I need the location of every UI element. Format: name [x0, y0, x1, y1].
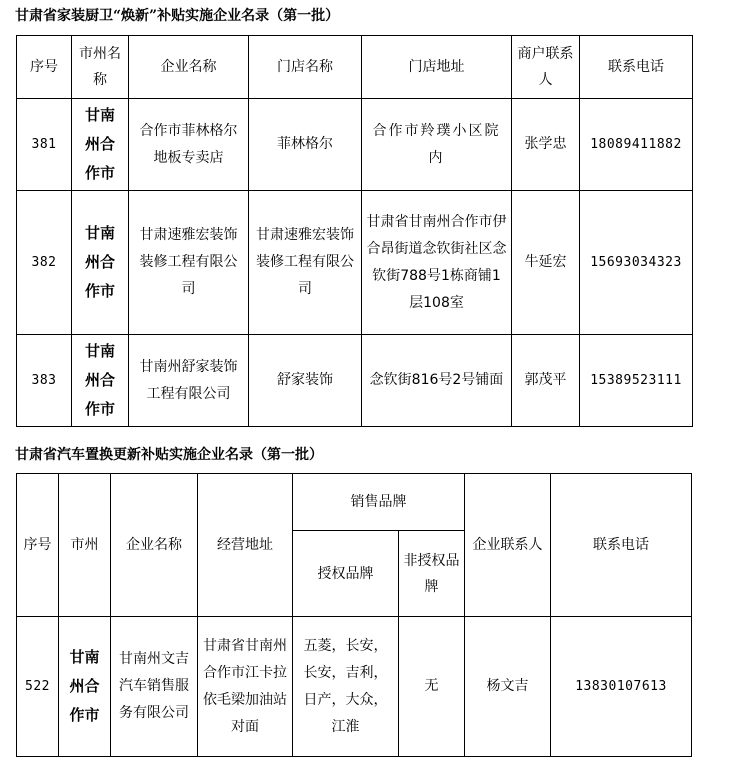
row-phone: 18089411882: [580, 99, 693, 191]
row-contact: 杨文吉: [465, 617, 551, 757]
row-seq: 522: [17, 617, 59, 757]
row-city: 甘南州合作市: [72, 335, 129, 427]
row-address: 甘肃省甘南州合作市伊合昂街道念钦街社区念钦街788号1栋商铺1层108室: [362, 191, 512, 335]
header-seq: 序号: [17, 36, 72, 99]
row-address: 合作市羚璞小区院内: [362, 99, 512, 191]
row-company: 甘肃速雅宏装饰装修工程有限公司: [129, 191, 249, 335]
car-replacement-table: [16, 473, 692, 757]
header-company: 企业名称: [129, 36, 249, 99]
header-authorized: 授权品牌: [293, 531, 399, 617]
row-seq: 381: [17, 99, 72, 191]
row-phone: 15693034323: [580, 191, 693, 335]
table-header-row: [17, 36, 693, 99]
row-contact: 牛延宏: [512, 191, 580, 335]
row-authorized: 五菱，长安，长安，吉利，日产，大众，江淮: [293, 617, 399, 757]
row-city: 甘南州合作市: [59, 617, 111, 757]
row-seq: 383: [17, 335, 72, 427]
header-unauthorized: 非授权品牌: [399, 531, 465, 617]
header-company: 企业名称: [111, 474, 198, 617]
row-store: 舒家装饰: [249, 335, 362, 427]
header-city: 市州名称: [72, 36, 129, 99]
table-row: [17, 191, 693, 335]
row-address: 念钦街816号2号铺面: [362, 335, 512, 427]
row-company: 甘南州文吉汽车销售服务有限公司: [111, 617, 198, 757]
row-contact: 郭茂平: [512, 335, 580, 427]
header-brand-group: 销售品牌: [293, 474, 465, 531]
row-seq: 382: [17, 191, 72, 335]
header-contact: 企业联系人: [465, 474, 551, 617]
car-section-title: 甘肃省汽车置换更新补贴实施企业名录（第一批）: [15, 447, 323, 463]
row-store: 甘肃速雅宏装饰装修工程有限公司: [249, 191, 362, 335]
row-phone: 15389523111: [580, 335, 693, 427]
table-row: [17, 617, 692, 757]
row-unauthorized: 无: [399, 617, 465, 757]
header-store: 门店名称: [249, 36, 362, 99]
header-city: 市州: [59, 474, 111, 617]
header-contact: 商户联系人: [512, 36, 580, 99]
header-phone: 联系电话: [580, 36, 693, 99]
home-section-title: 甘肃省家装厨卫“焕新”补贴实施企业名录（第一批）: [15, 8, 340, 24]
table-header-row: [17, 474, 692, 531]
table-row: [17, 99, 693, 191]
header-address: 门店地址: [362, 36, 512, 99]
header-address: 经营地址: [198, 474, 293, 617]
home-renovation-table: [16, 35, 693, 427]
row-store: 菲林格尔: [249, 99, 362, 191]
row-company: 甘南州舒家装饰工程有限公司: [129, 335, 249, 427]
header-phone: 联系电话: [551, 474, 692, 617]
row-city: 甘南州合作市: [72, 99, 129, 191]
row-phone: 13830107613: [551, 617, 692, 757]
table-row: [17, 335, 693, 427]
row-city: 甘南州合作市: [72, 191, 129, 335]
row-contact: 张学忠: [512, 99, 580, 191]
row-company: 合作市菲林格尔地板专卖店: [129, 99, 249, 191]
header-seq: 序号: [17, 474, 59, 617]
row-address: 甘肃省甘南州合作市江卡拉依毛梁加油站对面: [198, 617, 293, 757]
